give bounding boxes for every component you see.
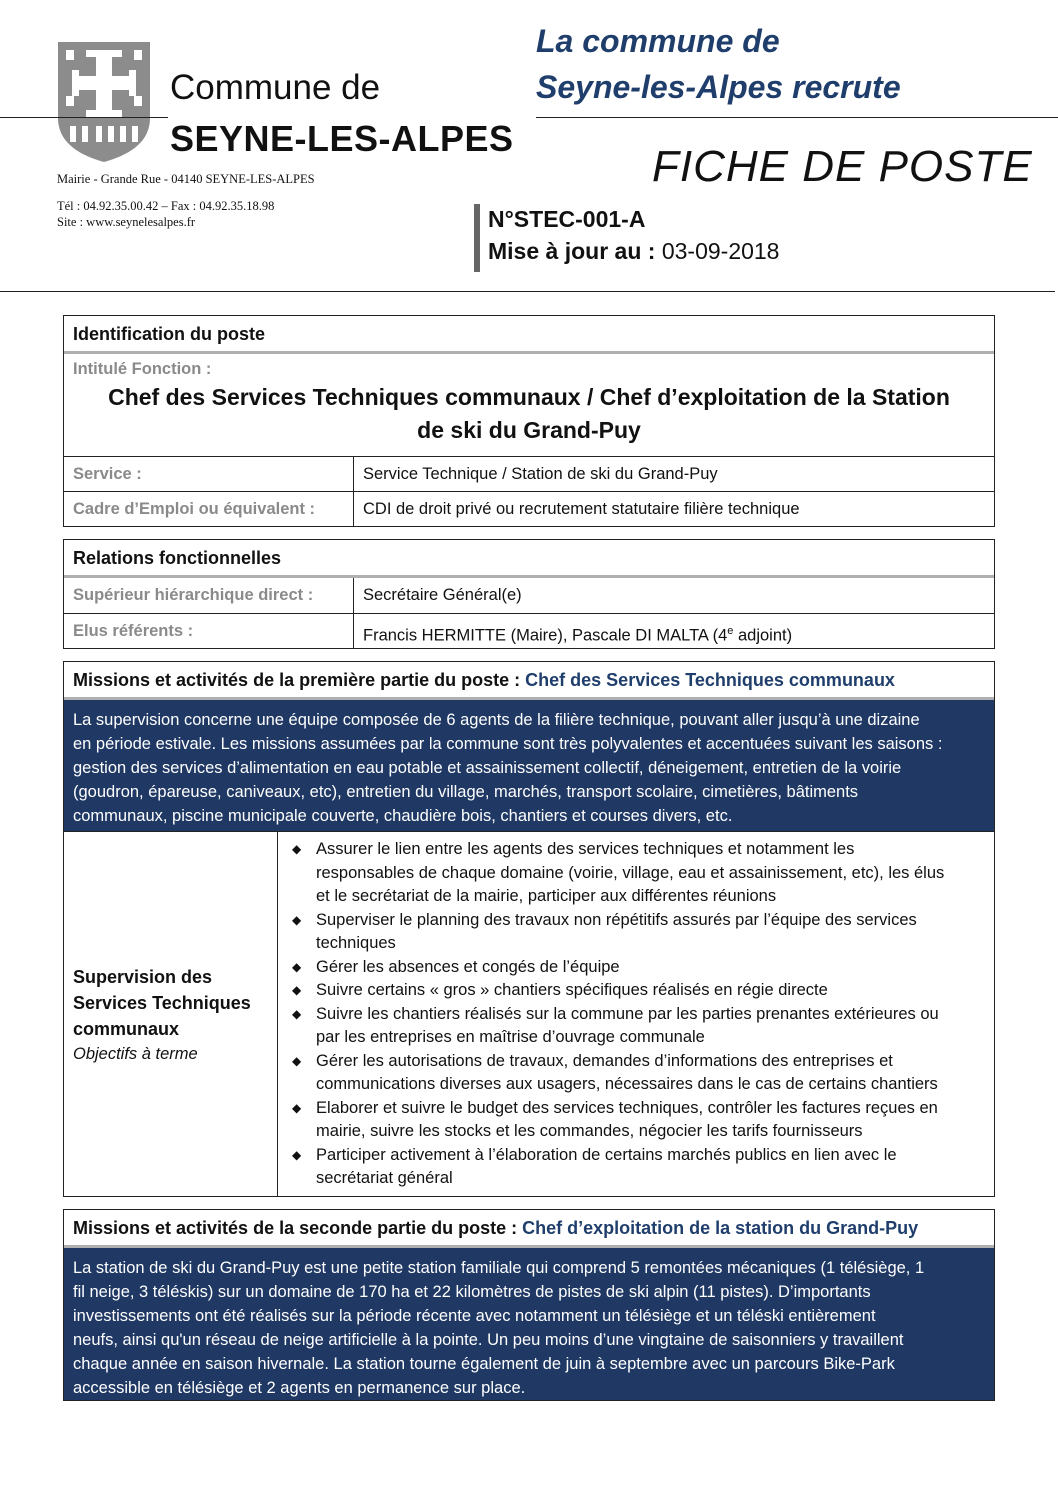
missions-part1-header-prefix: Missions et activités de la première partie du poste : [73, 670, 526, 690]
list-item [292, 1003, 984, 1050]
list-item-line: Superviser le planning des travaux non répétitifs assurés par l’équipe des services [316, 910, 917, 929]
list-item [292, 909, 984, 956]
list-item [292, 838, 984, 909]
superieur-row [64, 578, 994, 613]
missions-part2-intro-line: investissements ont été réalisés sur la période récente avec notamment un télésiège et un téléski entièrement [73, 1307, 876, 1325]
cadre-emploi-value: CDI de droit privé ou recrutement statutaire filière technique [363, 500, 800, 518]
identification-table [63, 315, 995, 527]
identification-header: Identification du poste [64, 316, 994, 354]
relations-table [63, 539, 995, 649]
supervision-title-line: Supervision des [73, 966, 213, 987]
missions-part1-intro [64, 700, 994, 831]
elus-value [354, 614, 994, 648]
update-date-value: 03-09-2018 [661, 238, 780, 264]
commune-coat-of-arms-logo [56, 40, 152, 164]
phone-fax: Tél : 04.92.35.00.42 – Fax : 04.92.35.18.98 [57, 199, 275, 213]
list-item-line: et le secrétariat de la mairie, participer aux différentes réunions [316, 887, 777, 905]
update-date-line [488, 238, 779, 265]
commune-name-line2: SEYNE-LES-ALPES [170, 118, 514, 159]
supervision-title-line: Services Techniques [73, 992, 251, 1013]
missions-part2-intro-line: chaque année en saison hivernale. La station tourne également de juin à septembre avec un parcours Bike-Park [73, 1355, 895, 1373]
missions-part2-header [64, 1210, 994, 1248]
missions-part2-intro [64, 1248, 994, 1400]
superieur-value: Secrétaire Général(e) [363, 586, 522, 604]
update-date-label: Mise à jour au : [488, 238, 656, 264]
list-item-line: secrétariat général [316, 1169, 453, 1187]
missions-part2-header-accent: Chef d’exploitation de la station du Grand-Puy [522, 1218, 919, 1238]
recruitment-heading-line2: Seyne-les-Alpes recrute [536, 69, 901, 105]
cadre-emploi-label: Cadre d’Emploi ou équivalent : [64, 492, 354, 526]
missions-part2-table [63, 1209, 995, 1401]
intitule-value-line1: Chef des Services Techniques communaux / Chef d’exploitation de la Station [108, 384, 950, 410]
commune-name-line1: Commune de [170, 68, 381, 107]
elus-label: Elus référents : [64, 614, 354, 648]
mairie-address: Mairie - Grande Rue - 04140 SEYNE-LES-ALPES [57, 172, 315, 186]
diamond-bullet-icon: ◆ [292, 1053, 302, 1068]
reference-side-bar [474, 204, 480, 272]
header-bottom-divider [0, 291, 1055, 292]
list-item-line: Assurer le lien entre les agents des services techniques et notamment les [316, 840, 855, 858]
superieur-label: Supérieur hiérarchique direct : [64, 578, 354, 613]
diamond-bullet-icon: ◆ [292, 1100, 302, 1115]
list-item-line: Suivre certains « gros » chantiers spécifiques réalisés en régie directe [316, 981, 828, 999]
list-item-line: mairie, suivre les stocks et les commandes, négocier les tarifs fournisseurs [316, 1122, 863, 1140]
list-item-line: responsables de chaque domaine (voirie, village, eau et assainissement, etc), les élus [316, 863, 945, 882]
cadre-emploi-row [64, 491, 994, 526]
elus-row [64, 613, 994, 648]
supervision-title-line: communaux [73, 1018, 180, 1039]
missions-part1-intro-line: (goudron, épareuse, caniveaux, etc), entretien du village, marchés, transport scolaire, cimetières, bâtiments [73, 783, 859, 801]
list-item-line: Participer activement à l’élaboration de certains marchés publics en lien avec le [316, 1145, 897, 1164]
missions-part2-intro-line: La station de ski du Grand-Puy est une petite station familiale qui comprend 5 remontées mécaniques (1 télésiège, 1 [73, 1259, 925, 1277]
supervision-title-cell [64, 832, 278, 1197]
missions-part2-intro-line: accessible en télésiège et 2 agents en permanence sur place. [73, 1379, 526, 1397]
diamond-bullet-icon: ◆ [292, 1006, 302, 1021]
list-item-line: Elaborer et suivre le budget des services techniques, contrôler les factures reçues en [316, 1098, 938, 1117]
missions-part2-intro-line: neufs, ainsi qu'un réseau de neige artificielle à la pointe. Un peu moins d’une vingtaine de saisonniers y travaillent [73, 1331, 904, 1349]
missions-part1-intro-line: gestion des services d’alimentation en eau potable et assainissement collectif, déneigement, entretien de la voirie [73, 759, 902, 777]
diamond-bullet-icon: ◆ [292, 912, 302, 927]
list-item-line: Gérer les absences et congés de l’équipe [316, 957, 620, 976]
list-item [292, 956, 984, 980]
list-item [292, 979, 984, 1003]
elus-value-superscript: e [727, 625, 734, 637]
list-item-line: Gérer les autorisations de travaux, demandes d’informations des entreprises et [316, 1051, 893, 1070]
service-row [64, 456, 994, 491]
diamond-bullet-icon: ◆ [292, 1147, 302, 1162]
list-item [292, 1097, 984, 1144]
missions-part1-table [63, 661, 995, 1197]
reference-number: N°STEC-001-A [488, 206, 646, 232]
missions-part1-header [64, 662, 994, 700]
website: Site : www.seynelesalpes.fr [57, 215, 196, 229]
missions-part2-intro-line: fil neige, 3 téléskis) sur un domaine de 170 ha et 22 kilomètres de pistes de ski alpin (11 pistes). D’importants [73, 1283, 871, 1301]
service-label: Service : [64, 457, 354, 491]
list-item-line: Suivre les chantiers réalisés sur la commune par les parties prenantes extérieures ou [316, 1004, 939, 1023]
list-item [292, 1144, 984, 1191]
missions-part1-intro-line: communaux, piscine municipale couverte, chaudière bois, chantiers et courses divers, etc. [73, 807, 733, 825]
list-item-line: communications diverses aux usagers, nécessaires dans le cas de certains chantiers [316, 1075, 938, 1093]
list-item [292, 1050, 984, 1097]
supervision-bullet-list [278, 832, 994, 1197]
diamond-bullet-icon: ◆ [292, 842, 302, 856]
intitule-cell [64, 354, 994, 456]
header-divider-right [536, 117, 1058, 118]
missions-part2-header-prefix: Missions et activités de la seconde partie du poste : [73, 1218, 523, 1238]
elus-value-end: adjoint) [733, 626, 793, 645]
intitule-value [64, 379, 994, 451]
relations-header: Relations fonctionnelles [64, 540, 994, 578]
service-value: Service Technique / Station de ski du Grand-Puy [363, 465, 718, 483]
elus-value-text: Francis HERMITTE (Maire), Pascale DI MALTA (4 [363, 626, 728, 645]
list-item-line: techniques [316, 934, 396, 952]
header-divider-left [0, 117, 168, 118]
missions-part1-intro-line: La supervision concerne une équipe composée de 6 agents de la filière technique, pouvant aller jusqu’à une dizaine [73, 711, 920, 729]
supervision-section [64, 831, 994, 1197]
document-title: FICHE DE POSTE [652, 142, 1033, 191]
recruitment-heading-line1: La commune de [536, 23, 780, 59]
missions-part1-header-accent: Chef des Services Techniques communaux [525, 670, 895, 690]
missions-part1-intro-line: en période estivale. Les missions assumées par la commune sont très polyvalentes et accentuées suivant les saisons : [73, 735, 943, 753]
diamond-bullet-icon: ◆ [292, 959, 302, 974]
list-item-line: par les entreprises en maîtrise d’ouvrage communale [316, 1028, 705, 1046]
diamond-bullet-icon: ◆ [292, 983, 302, 997]
intitule-value-line2: de ski du Grand-Puy [417, 417, 641, 443]
intitule-label: Intitulé Fonction : [73, 360, 212, 378]
recruitment-heading [536, 18, 901, 110]
supervision-subtitle: Objectifs à terme [73, 1044, 198, 1063]
